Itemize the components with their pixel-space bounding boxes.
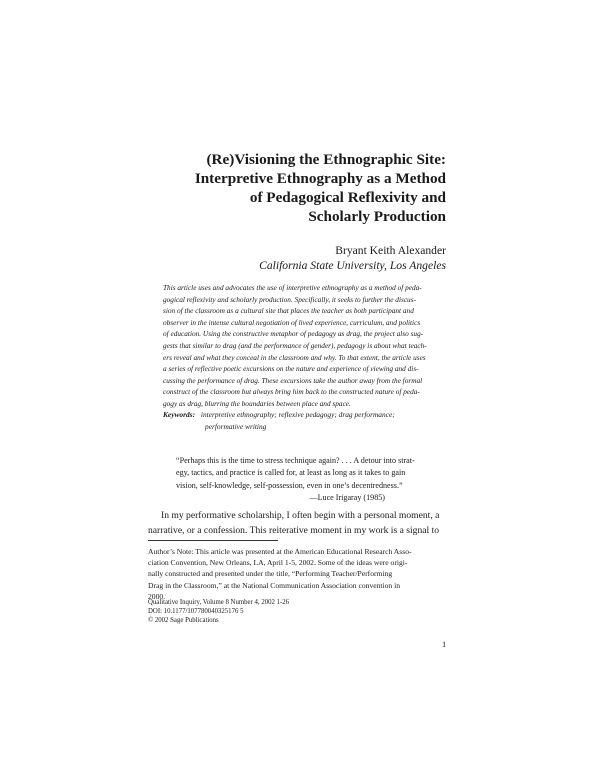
author-name: Bryant Keith Alexander (335, 244, 446, 257)
author-block (259, 243, 446, 273)
epigraph-attribution: —Luce Irigaray (1985) (309, 493, 385, 502)
abstract-line: of education. Using the constructive metaphor of pedagogy as drag, the project also sug- (163, 329, 424, 339)
keywords-label: Keywords: (163, 410, 196, 419)
epigraph-quote (176, 455, 451, 492)
abstract-line: observer in the intense cultural negotiation of lived experience, curriculum, and politics (163, 317, 421, 327)
abstract-line: a series of reflective poetic excursions on the nature and experience of viewing and dis- (163, 364, 419, 374)
abstract (163, 282, 450, 410)
body-text (148, 508, 450, 538)
body-line: narrative, or a confession. This reiterative moment in my work is a signal to (148, 525, 440, 536)
title-line: Scholarly Production (308, 208, 446, 225)
abstract-line: cussing the performance of drag. These excursions take the author away from the formal (163, 375, 423, 385)
keywords-line: performative writing (205, 421, 267, 431)
note-line: nally constructed and presented under the title, “Performing Teacher/Performing (148, 569, 393, 579)
title-line: of Pedagogical Reflexivity and (249, 189, 446, 206)
abstract-line: construct of the classroom but always bring him back to the constructed nature of peda- (163, 387, 420, 397)
pubinfo-line: © 2002 Sage Publications (148, 616, 219, 624)
keywords-line: interpretive ethnography; reflexive pedagogy; drag performance; (200, 410, 395, 419)
epigraph-line: “Perhaps this is the time to stress technique again? . . . A detour into strat- (176, 456, 415, 465)
abstract-line: ers reveal and what they conceal in the classroom and why. To that extent, the article uses (163, 352, 426, 362)
note-line: 2000. (148, 591, 166, 601)
abstract-line: gogical reflexivity and scholarly production. Specifically, it seeks to further the discus- (163, 294, 416, 304)
title-line: (Re)Visioning the Ethnographic Site: (206, 151, 446, 168)
page-number: 1 (442, 640, 447, 649)
note-line: Drag in the Classroom,” at the National Communication Association convention in (148, 580, 401, 590)
abstract-line: gests that similar to drag (and the performance of gender), pedagogy is about what teach- (163, 340, 427, 350)
author-affiliation: California State University, Los Angeles (259, 259, 446, 272)
epigraph-line: egy, tactics, and practice is called for, at least as long as it takes to gain (176, 468, 406, 478)
article-title (146, 150, 446, 226)
pubinfo-line: Qualitative Inquiry, Volume 8 Number 4, 2002 1-26 (148, 599, 290, 606)
epigraph-line: vision, self-knowledge, self-possession, even in one’s decentredness.” (176, 480, 403, 490)
keywords (163, 409, 450, 432)
abstract-line: This article uses and advocates the use of interpretive ethnography as a method of peda- (163, 283, 422, 292)
abstract-line: gogy as drag, blurring the boundaries between place and space. (163, 398, 351, 408)
pubinfo-line: DOI: 10.1177/107780040325176 5 (148, 607, 244, 615)
note-line: ciation Convention, New Orleans, LA, April 1-5, 2002. Some of the ideas were origi- (148, 558, 408, 568)
title-line: Interpretive Ethnography as a Method (194, 170, 446, 187)
body-line: In my performative scholarship, I often begin with a personal moment, a (161, 510, 440, 521)
abstract-line: sion of the classroom as a cultural site that places the teacher as both participant and (163, 306, 414, 316)
footnote-divider (148, 540, 278, 541)
publication-info (148, 599, 289, 625)
note-line: Author’s Note: This article was presented at the American Educational Research Asso- (148, 547, 412, 556)
author-note (148, 546, 450, 602)
